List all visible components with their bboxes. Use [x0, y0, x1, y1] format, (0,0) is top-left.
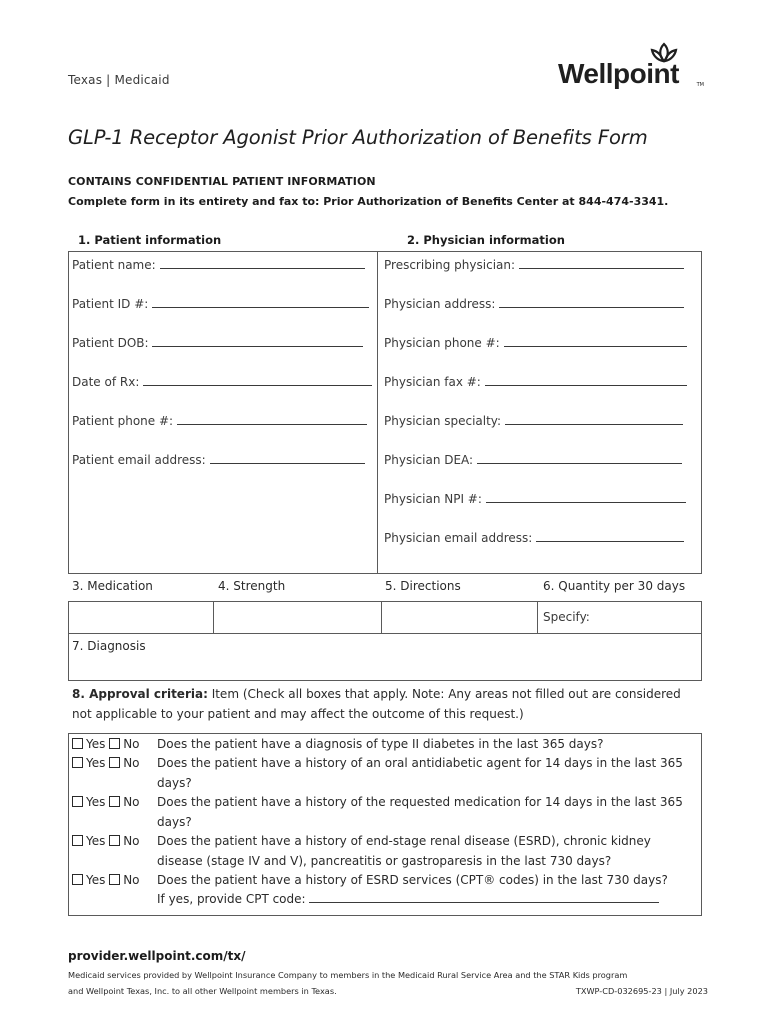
medication-input[interactable]	[69, 602, 212, 633]
yes-checkbox[interactable]	[72, 796, 83, 807]
confidential-notice: CONTAINS CONFIDENTIAL PATIENT INFORMATION	[68, 175, 376, 188]
question-text: Does the patient have a diagnosis of type II diabetes in the last 365 days?	[157, 737, 604, 751]
diagnosis-label: 7. Diagnosis	[72, 639, 146, 653]
physician-fax-field[interactable]: Physician fax #:	[384, 375, 687, 389]
patient-phone-field[interactable]: Patient phone #:	[72, 414, 367, 428]
yes-checkbox[interactable]	[72, 874, 83, 885]
wellpoint-logo	[558, 42, 708, 98]
directions-heading: 5. Directions	[385, 579, 461, 593]
physician-npi-field[interactable]: Physician NPI #:	[384, 492, 686, 506]
logo-wordmark: Wellpoint	[558, 58, 679, 89]
patient-id-field[interactable]: Patient ID #:	[72, 297, 369, 311]
yes-checkbox[interactable]	[72, 738, 83, 749]
form-code: TXWP-CD-032695-23 | July 2023	[575, 986, 708, 996]
physician-specialty-field[interactable]: Physician specialty:	[384, 414, 683, 428]
question-text: Does the patient have a history of end-stage renal disease (ESRD), chronic kidney disease (stage IV and V), pancreatitis or gastroparesis in the last 730 days?	[157, 834, 651, 868]
no-checkbox[interactable]	[109, 738, 120, 749]
question-text: Does the patient have a history of the requested medication for 14 days in the last 365 days?	[157, 795, 683, 829]
strength-input[interactable]	[214, 602, 380, 633]
patient-email-field[interactable]: Patient email address:	[72, 453, 365, 467]
prescribing-physician-field[interactable]: Prescribing physician:	[384, 258, 684, 272]
physician-address-field[interactable]: Physician address:	[384, 297, 684, 311]
provider-url[interactable]: provider.wellpoint.com/tx/	[68, 949, 246, 963]
physician-dea-field[interactable]: Physician DEA:	[384, 453, 682, 467]
approval-criteria-label: 8. Approval criteria: Item (Check all boxes that apply. Note: Any areas not filled out are considered	[72, 687, 681, 701]
diagnosis-box[interactable]	[68, 633, 702, 681]
medication-heading: 3. Medication	[72, 579, 153, 593]
region-label: Texas | Medicaid	[68, 73, 170, 87]
yes-checkbox[interactable]	[72, 757, 83, 768]
no-checkbox[interactable]	[109, 874, 120, 885]
yes-checkbox[interactable]	[72, 835, 83, 846]
footer-disclaimer: Medicaid services provided by Wellpoint Insurance Company to members in the Medicaid Rural Service Area and the STAR Kids program and Wellpoint Texas, Inc. to all other Wellpoint members in Texas. TXWP-CD-032695-23 | July 2023	[68, 967, 708, 999]
no-checkbox[interactable]	[109, 796, 120, 807]
question-text: Does the patient have a history of an oral antidiabetic agent for 14 days in the last 365 days?	[157, 756, 683, 790]
physician-email-field[interactable]: Physician email address:	[384, 531, 684, 545]
patient-dob-field[interactable]: Patient DOB:	[72, 336, 363, 350]
quantity-specify-input[interactable]: Specify:	[543, 610, 590, 624]
form-title: GLP-1 Receptor Agonist Prior Authorization of Benefits Form	[68, 126, 648, 149]
approval-criteria-note: not applicable to your patient and may affect the outcome of this request.)	[72, 707, 524, 721]
strength-heading: 4. Strength	[218, 579, 286, 593]
cpt-code-field[interactable]: If yes, provide CPT code:	[157, 892, 659, 906]
patient-name-field[interactable]: Patient name:	[72, 258, 365, 272]
physician-info-heading: 2. Physician information	[407, 233, 565, 247]
directions-input[interactable]	[382, 602, 536, 633]
question-text: Does the patient have a history of ESRD services (CPT® codes) in the last 730 days?	[157, 873, 668, 887]
no-checkbox[interactable]	[109, 835, 120, 846]
info-divider	[377, 251, 378, 574]
fax-instructions: Complete form in its entirety and fax to: Prior Authorization of Benefits Center at 844-474-3341.	[68, 195, 669, 208]
quantity-heading: 6. Quantity per 30 days	[543, 579, 686, 593]
no-checkbox[interactable]	[109, 757, 120, 768]
patient-info-heading: 1. Patient information	[78, 233, 222, 247]
med-col-divider-3	[537, 601, 538, 634]
logo-trademark: TM	[696, 82, 704, 88]
date-of-rx-field[interactable]: Date of Rx:	[72, 375, 372, 389]
physician-phone-field[interactable]: Physician phone #:	[384, 336, 687, 350]
